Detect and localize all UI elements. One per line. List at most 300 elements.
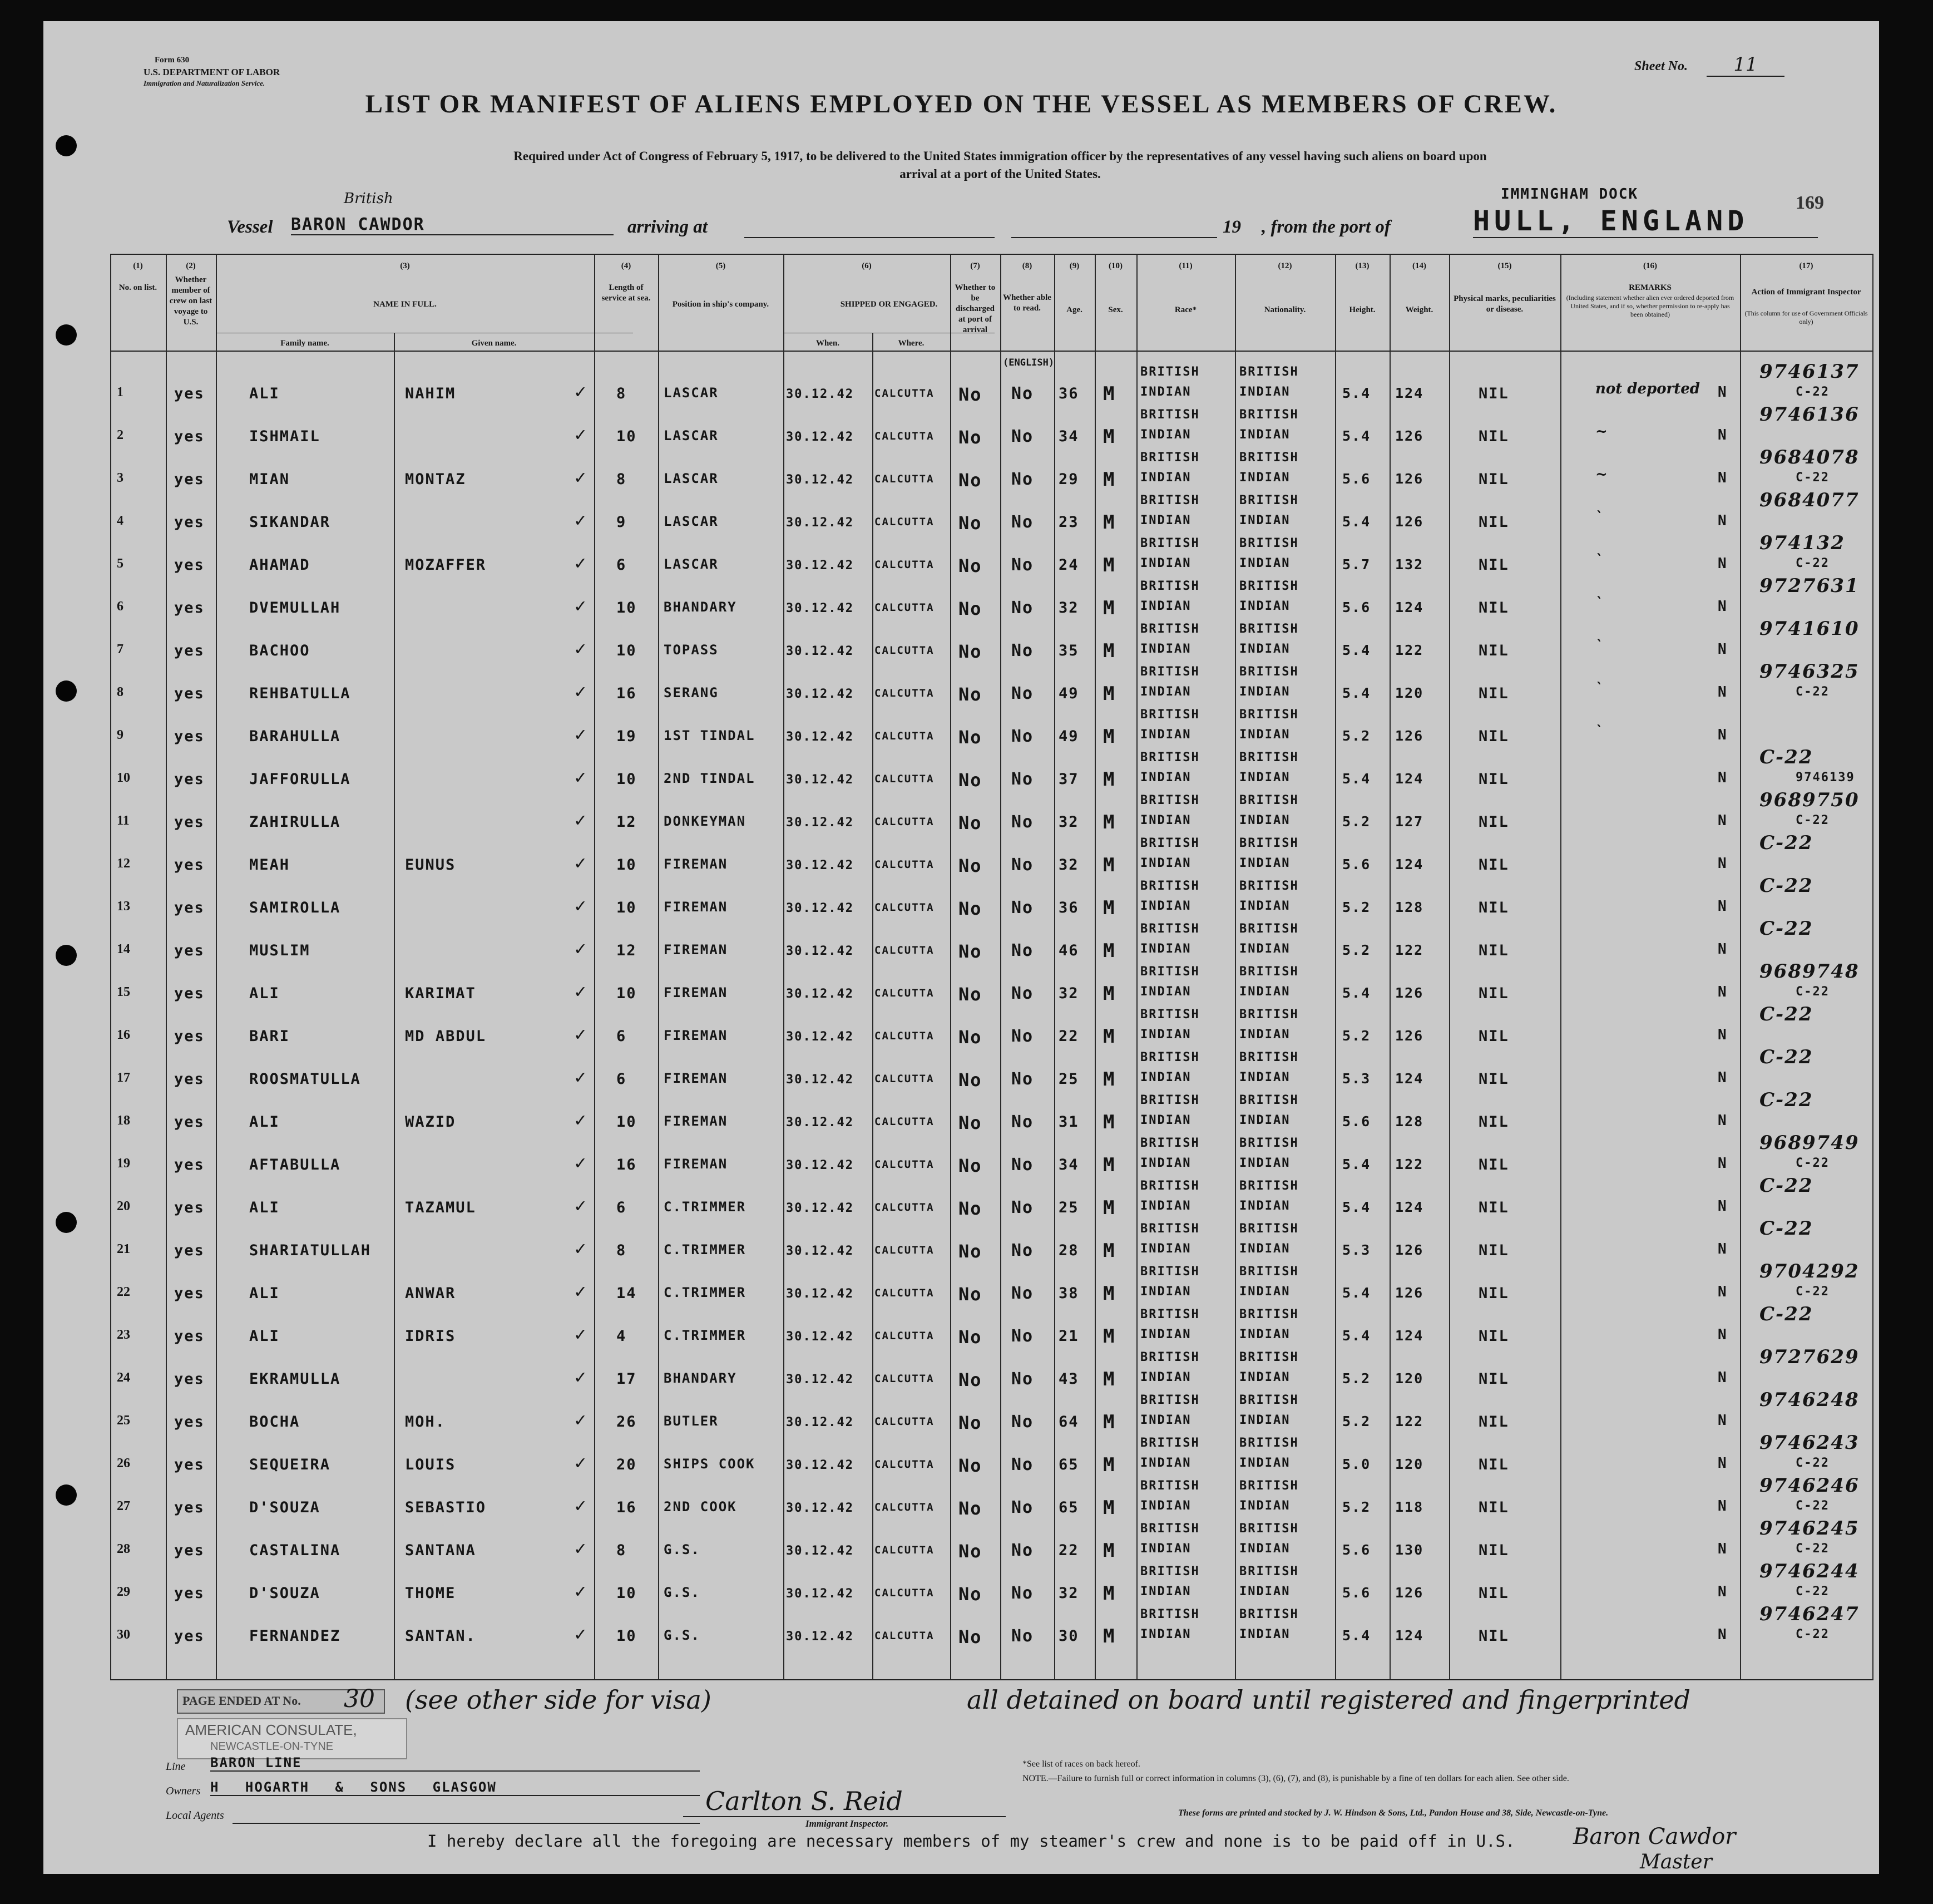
inspector-flag: N	[1718, 384, 1728, 401]
previous-voyage: yes	[174, 899, 205, 916]
previous-voyage: yes	[174, 1585, 205, 1602]
able-to-read: No	[1011, 1027, 1034, 1046]
given-name: WAZID	[405, 1113, 456, 1131]
agents-label: Local Agents	[166, 1809, 224, 1822]
race-line2: INDIAN	[1140, 556, 1192, 570]
given-name: NAHIM	[405, 385, 456, 402]
shipped-when: 30.12.42	[786, 1373, 854, 1387]
shipped-when: 30.12.42	[786, 559, 854, 573]
discharged-flag: No	[958, 598, 982, 619]
inspector-code: C-22	[1796, 385, 1830, 399]
age-value: 49	[1059, 728, 1079, 745]
table-row	[43, 618, 1879, 663]
race-line2: INDIAN	[1140, 1071, 1192, 1084]
nationality-line2: INDIAN	[1239, 642, 1291, 656]
previous-voyage: yes	[174, 728, 205, 745]
service-length: 6	[616, 1071, 627, 1088]
consulate-city: NEWCASTLE-ON-TYNE	[210, 1740, 334, 1753]
height-value: 5.4	[1342, 771, 1371, 787]
col-number: (8)	[1022, 262, 1032, 270]
race-line1: BRITISH	[1140, 751, 1200, 764]
service-length: 8	[616, 1542, 627, 1559]
check-mark: ✓	[575, 1323, 587, 1345]
previous-voyage: yes	[174, 771, 205, 788]
nationality-line2: INDIAN	[1239, 985, 1291, 999]
sex-value: M	[1103, 897, 1116, 919]
inspector-action: C-22	[1759, 918, 1813, 940]
family-name: ROOSMATULLA	[249, 1071, 361, 1088]
binder-hole	[56, 324, 77, 346]
check-mark: ✓	[575, 466, 587, 489]
header-nationality: Nationality.	[1264, 305, 1306, 314]
family-name: ALI	[249, 1285, 280, 1302]
family-name: SIKANDAR	[249, 514, 331, 531]
manifest-sheet	[43, 21, 1879, 1874]
penalty-note: NOTE.—Failure to furnish full or correct information in columns (3), (6), (7), and (8), is punishable by a fine of ten dollars for each alien. See other side.	[1022, 1774, 1569, 1783]
height-value: 5.4	[1342, 1328, 1371, 1344]
height-value: 5.6	[1342, 1585, 1371, 1601]
col-number: (3)	[400, 262, 410, 270]
able-to-read: No	[1011, 984, 1034, 1003]
weight-value: 124	[1395, 771, 1424, 787]
races-note: *See list of races on back hereof.	[1022, 1759, 1140, 1769]
inspector-flag: N	[1718, 941, 1728, 958]
nationality-line2: INDIAN	[1239, 1071, 1291, 1084]
race-line1: BRITISH	[1140, 451, 1200, 465]
given-name: MD ABDUL	[405, 1028, 487, 1045]
col-number: (11)	[1179, 262, 1193, 270]
family-name: BOCHA	[249, 1413, 300, 1431]
able-to-read: No	[1011, 512, 1034, 532]
previous-voyage: yes	[174, 1285, 205, 1302]
sex-value: M	[1103, 1582, 1116, 1605]
discharged-flag: No	[958, 1284, 982, 1305]
discharged-flag: No	[958, 512, 982, 534]
race-line2: INDIAN	[1140, 428, 1192, 442]
nationality-line2: INDIAN	[1239, 1542, 1291, 1556]
table-row	[43, 832, 1879, 877]
previous-voyage: yes	[174, 556, 205, 574]
inspector-flag: N	[1718, 1241, 1728, 1257]
nationality-line1: BRITISH	[1239, 451, 1299, 465]
crew-number: 10	[117, 771, 130, 785]
weight-value: 126	[1395, 471, 1424, 487]
inspector-action: C-22	[1759, 832, 1813, 854]
weight-value: 124	[1395, 385, 1424, 401]
inspector-label: Immigrant Inspector.	[805, 1818, 889, 1829]
height-value: 5.4	[1342, 1285, 1371, 1301]
service-length: 12	[616, 813, 637, 831]
age-value: 36	[1059, 899, 1079, 916]
shipped-where: CALCUTTA	[874, 559, 935, 571]
nationality-line1: BRITISH	[1239, 365, 1299, 379]
shipped-when: 30.12.42	[786, 644, 854, 658]
height-value: 5.2	[1342, 942, 1371, 958]
nationality-line2: INDIAN	[1239, 471, 1291, 485]
table-bottom-rule	[110, 1679, 1873, 1680]
shipped-when: 30.12.42	[786, 1630, 854, 1644]
weight-value: 127	[1395, 813, 1424, 830]
col-number: (9)	[1069, 262, 1080, 270]
able-to-read: No	[1011, 1412, 1034, 1432]
height-value: 5.6	[1342, 599, 1371, 615]
inspector-code: C-22	[1796, 556, 1830, 570]
race-line2: INDIAN	[1140, 1113, 1192, 1127]
inspector-flag: N	[1718, 1369, 1728, 1386]
inspector-flag: N	[1718, 812, 1728, 829]
sex-value: M	[1103, 1497, 1116, 1519]
given-name: EUNUS	[405, 856, 456, 874]
nationality-line2: INDIAN	[1239, 1156, 1291, 1170]
height-value: 5.6	[1342, 471, 1371, 487]
crew-number: 7	[117, 642, 123, 657]
previous-voyage: yes	[174, 1627, 205, 1645]
physical-marks: NIL	[1479, 1456, 1509, 1473]
inspector-action: C-22	[1759, 875, 1813, 897]
inspector-code: C-22	[1796, 1499, 1830, 1513]
check-mark: ✓	[575, 1409, 587, 1431]
height-value: 5.2	[1342, 899, 1371, 915]
check-mark: ✓	[575, 1623, 587, 1645]
shipped-where: CALCUTTA	[874, 473, 935, 485]
nationality-line2: INDIAN	[1239, 1199, 1291, 1213]
header-name: NAME IN FULL.	[373, 300, 437, 309]
service-length: 8	[616, 471, 627, 488]
vessel-flag: British	[344, 190, 393, 207]
discharged-flag: No	[958, 1155, 982, 1176]
table-row	[43, 746, 1879, 792]
race-line1: BRITISH	[1140, 665, 1200, 679]
able-to-read: No	[1011, 855, 1034, 875]
check-mark: ✓	[575, 938, 587, 960]
header-given-name: Given name.	[471, 339, 517, 348]
shipped-where: CALCUTTA	[874, 601, 935, 614]
previous-voyage: yes	[174, 514, 205, 531]
inspector-code: C-22	[1796, 685, 1830, 699]
inspector-action: 9746244	[1759, 1560, 1860, 1582]
inspector-flag: N	[1718, 1584, 1728, 1600]
race-line1: BRITISH	[1140, 536, 1200, 550]
table-row	[43, 575, 1879, 620]
ship-position: BHANDARY	[664, 1370, 737, 1386]
physical-marks: NIL	[1479, 728, 1509, 745]
nationality-line2: INDIAN	[1239, 685, 1291, 699]
height-value: 5.2	[1342, 1499, 1371, 1515]
inspector-code: C-22	[1796, 985, 1830, 999]
race-line2: INDIAN	[1140, 942, 1192, 956]
ship-position: G.S.	[664, 1585, 700, 1600]
inspector-action: 9741610	[1759, 618, 1860, 640]
physical-marks: NIL	[1479, 385, 1509, 402]
nationality-line2: INDIAN	[1239, 899, 1291, 913]
shipped-where: CALCUTTA	[874, 1544, 935, 1556]
service-length: 9	[616, 514, 627, 531]
check-mark: ✓	[575, 1280, 587, 1303]
header-family-name: Family name.	[280, 339, 329, 348]
check-mark: ✓	[575, 1537, 587, 1560]
nationality-line2: INDIAN	[1239, 556, 1291, 570]
ship-position: LASCAR	[664, 385, 719, 401]
shipped-when: 30.12.42	[786, 687, 854, 701]
weight-value: 126	[1395, 985, 1424, 1001]
check-mark: ✓	[575, 1066, 587, 1088]
table-row	[43, 403, 1879, 449]
form-number: Form 630	[155, 56, 190, 65]
family-name: BACHOO	[249, 642, 310, 659]
shipped-where: CALCUTTA	[874, 1330, 935, 1342]
shipped-where: CALCUTTA	[874, 1587, 935, 1599]
check-mark: ✓	[575, 552, 587, 574]
nationality-line1: BRITISH	[1239, 708, 1299, 722]
sex-value: M	[1103, 1283, 1116, 1305]
weight-value: 126	[1395, 728, 1424, 744]
nationality-line2: INDIAN	[1239, 1413, 1291, 1427]
sex-value: M	[1103, 1540, 1116, 1562]
check-mark: ✓	[575, 1195, 587, 1217]
age-value: 30	[1059, 1627, 1079, 1645]
inspector-flag: N	[1718, 727, 1728, 743]
nationality-line2: INDIAN	[1239, 1585, 1291, 1599]
department-name: U.S. DEPARTMENT OF LABOR	[144, 67, 280, 77]
header-shipped: SHIPPED OR ENGAGED.	[840, 300, 938, 309]
physical-marks: NIL	[1479, 1627, 1509, 1645]
visa-note: (see other side for visa)	[405, 1685, 711, 1715]
shipped-where: CALCUTTA	[874, 730, 935, 742]
remarks-text: `	[1595, 552, 1603, 569]
sex-value: M	[1103, 1454, 1116, 1476]
height-value: 5.6	[1342, 1542, 1371, 1558]
nationality-line2: INDIAN	[1239, 1285, 1291, 1299]
race-line2: INDIAN	[1140, 1328, 1192, 1341]
header-weight: Weight.	[1405, 305, 1433, 314]
nationality-line1: BRITISH	[1239, 836, 1299, 850]
given-name: SANTANA	[405, 1542, 476, 1559]
service-length: 10	[616, 985, 637, 1002]
height-value: 5.4	[1342, 685, 1371, 701]
family-name: AFTABULLA	[249, 1156, 341, 1173]
nationality-line2: INDIAN	[1239, 1370, 1291, 1384]
inspector-action: 9746136	[1759, 403, 1860, 426]
check-mark: ✓	[575, 1580, 587, 1602]
check-mark: ✓	[575, 852, 587, 874]
crew-number: 21	[117, 1242, 130, 1256]
sex-value: M	[1103, 383, 1116, 405]
previous-voyage: yes	[174, 1028, 205, 1045]
age-value: 23	[1059, 514, 1079, 531]
inspector-action: 9746246	[1759, 1474, 1860, 1497]
family-name: BARAHULLA	[249, 728, 341, 745]
crew-number: 22	[117, 1285, 130, 1299]
shipped-where: CALCUTTA	[874, 1158, 935, 1171]
inspector-flag: N	[1718, 898, 1728, 915]
crew-number: 6	[117, 599, 123, 614]
age-value: 21	[1059, 1328, 1079, 1345]
arrival-port-line	[744, 237, 995, 238]
family-name: MIAN	[249, 471, 290, 488]
race-line2: INDIAN	[1140, 856, 1192, 870]
page-ended-value: 30	[344, 1685, 375, 1713]
weight-value: 120	[1395, 1370, 1424, 1387]
physical-marks: NIL	[1479, 1370, 1509, 1388]
race-line2: INDIAN	[1140, 1156, 1192, 1170]
service-length: 10	[616, 856, 637, 874]
race-line1: BRITISH	[1140, 1222, 1200, 1236]
table-row	[43, 660, 1879, 706]
shipped-when: 30.12.42	[786, 1244, 854, 1258]
service-length: 19	[616, 728, 637, 745]
physical-marks: NIL	[1479, 856, 1509, 874]
table-row	[43, 1474, 1879, 1520]
sex-value: M	[1103, 468, 1116, 491]
height-value: 5.4	[1342, 1199, 1371, 1215]
ship-position: C.TRIMMER	[664, 1328, 746, 1343]
discharged-flag: No	[958, 427, 982, 448]
header-position: Position in ship's company.	[672, 300, 769, 309]
shipped-where: CALCUTTA	[874, 1458, 935, 1471]
race-line1: BRITISH	[1140, 1607, 1200, 1621]
age-value: 34	[1059, 1156, 1079, 1173]
family-name: MEAH	[249, 856, 290, 874]
crew-number: 13	[117, 899, 130, 914]
previous-voyage: yes	[174, 1156, 205, 1173]
crew-number: 28	[117, 1542, 130, 1556]
given-name: THOME	[405, 1585, 456, 1602]
family-name: ZAHIRULLA	[249, 813, 341, 831]
shipped-where: CALCUTTA	[874, 1201, 935, 1214]
nationality-line2: INDIAN	[1239, 771, 1291, 785]
table-row	[43, 1432, 1879, 1477]
given-name: LOUIS	[405, 1456, 456, 1473]
crew-number: 26	[117, 1456, 130, 1471]
inspector-flag: N	[1718, 1412, 1728, 1429]
discharged-flag: No	[958, 770, 982, 791]
header-where: Where.	[898, 339, 925, 348]
height-value: 5.4	[1342, 514, 1371, 530]
inspector-action: 9746247	[1759, 1603, 1860, 1625]
age-value: 28	[1059, 1242, 1079, 1259]
col-number: (13)	[1355, 262, 1370, 270]
inspector-action: 9727631	[1759, 575, 1860, 597]
nationality-line2: INDIAN	[1239, 428, 1291, 442]
nationality-line1: BRITISH	[1239, 1179, 1299, 1193]
service-length: 12	[616, 942, 637, 959]
family-name: REHBATULLA	[249, 685, 351, 702]
shipped-where: CALCUTTA	[874, 773, 935, 785]
age-value: 25	[1059, 1199, 1079, 1216]
race-line1: BRITISH	[1140, 1308, 1200, 1321]
discharged-flag: No	[958, 855, 982, 876]
service-length: 6	[616, 1028, 627, 1045]
ship-position: SHIPS COOK	[664, 1456, 755, 1472]
previous-voyage: yes	[174, 642, 205, 659]
previous-voyage: yes	[174, 385, 205, 402]
physical-marks: NIL	[1479, 556, 1509, 574]
inspector-flag: N	[1718, 1112, 1728, 1129]
inspector-flag: N	[1718, 1027, 1728, 1043]
nationality-line2: INDIAN	[1239, 1499, 1291, 1513]
table-row	[43, 1603, 1879, 1649]
col-number: (12)	[1278, 262, 1292, 270]
col-divider	[872, 333, 873, 1679]
family-name: FERNANDEZ	[249, 1627, 341, 1645]
weight-value: 124	[1395, 1071, 1424, 1087]
age-value: 24	[1059, 556, 1079, 574]
nationality-line1: BRITISH	[1239, 1607, 1299, 1621]
header-number: No. on list.	[118, 283, 157, 292]
check-mark: ✓	[575, 723, 587, 746]
ship-position: BUTLER	[664, 1413, 719, 1429]
remarks-text: `	[1595, 680, 1603, 697]
previous-voyage: yes	[174, 1542, 205, 1559]
weight-value: 128	[1395, 899, 1424, 915]
inspector-flag: N	[1718, 1455, 1728, 1472]
shipped-when: 30.12.42	[786, 1587, 854, 1601]
inspector-flag: N	[1718, 427, 1728, 443]
shipped-when: 30.12.42	[786, 1501, 854, 1515]
race-line1: BRITISH	[1140, 1436, 1200, 1450]
arriving-label: arriving at	[627, 217, 708, 237]
detained-note: all detained on board until registered and fingerprinted	[967, 1685, 1691, 1715]
check-mark: ✓	[575, 1366, 587, 1388]
inspector-action: 9689750	[1759, 789, 1860, 811]
nationality-line2: INDIAN	[1239, 856, 1291, 870]
shipped-when: 30.12.42	[786, 901, 854, 915]
race-line2: INDIAN	[1140, 1499, 1192, 1513]
inspector-flag: N	[1718, 1284, 1728, 1300]
service-name: Immigration and Naturalization Service.	[144, 79, 265, 87]
age-value: 25	[1059, 1071, 1079, 1088]
ship-position: FIREMAN	[664, 899, 728, 915]
inspector-flag: N	[1718, 770, 1728, 786]
ship-position: BHANDARY	[664, 599, 737, 615]
able-to-read: No	[1011, 1541, 1034, 1560]
family-name: D'SOUZA	[249, 1499, 320, 1516]
age-value: 43	[1059, 1370, 1079, 1388]
check-mark: ✓	[575, 1109, 587, 1131]
table-row	[43, 1260, 1879, 1306]
able-to-read: No	[1011, 898, 1034, 918]
inspector-action: 9727629	[1759, 1346, 1860, 1368]
able-to-read: No	[1011, 1326, 1034, 1346]
departure-port: HULL, ENGLAND	[1473, 205, 1818, 238]
family-name: AHAMAD	[249, 556, 310, 574]
previous-voyage: yes	[174, 685, 205, 702]
inspector-code: C-22	[1796, 1542, 1830, 1556]
ship-position: C.TRIMMER	[664, 1285, 746, 1300]
previous-voyage: yes	[174, 1370, 205, 1388]
from-port-label: , from the port of	[1262, 217, 1391, 237]
nationality-line1: BRITISH	[1239, 408, 1299, 422]
previous-voyage: yes	[174, 1413, 205, 1431]
ship-position: LASCAR	[664, 471, 719, 486]
table-row	[43, 489, 1879, 535]
age-value: 31	[1059, 1113, 1079, 1131]
shipped-when: 30.12.42	[786, 1158, 854, 1172]
height-value: 5.6	[1342, 1113, 1371, 1129]
shipped-where: CALCUTTA	[874, 1073, 935, 1085]
nationality-line1: BRITISH	[1239, 1522, 1299, 1536]
age-value: 36	[1059, 385, 1079, 402]
printer-note: These forms are printed and stocked by J. W. Hindson & Sons, Ltd., Pandon House and 38, Side, Newcastle-on-Tyne.	[1178, 1808, 1609, 1818]
nationality-line2: INDIAN	[1239, 813, 1291, 827]
inspector-signature: Carlton S. Reid	[705, 1786, 903, 1816]
inspector-action: 974132	[1759, 532, 1845, 554]
ship-position: FIREMAN	[664, 985, 728, 1000]
able-to-read: No	[1011, 727, 1034, 746]
shipped-when: 30.12.42	[786, 773, 854, 787]
service-length: 10	[616, 599, 637, 616]
shipped-where: CALCUTTA	[874, 430, 935, 442]
